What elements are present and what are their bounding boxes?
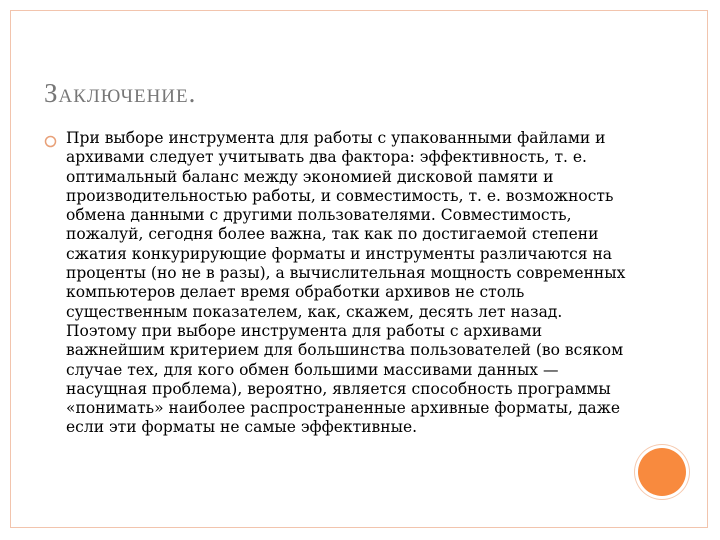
decorative-circle — [638, 448, 686, 496]
body-paragraph: При выборе инструмента для работы с упакованными файлами и архивами следует учитывать два фактора: эффективность, т. е. оптимальный баланс между экономией дисковой памяти и производительностью работы, и совместимость, т. е. возможность обмена данными с другими пользователями. Совместимость, пожалуй, сегодня более важна, так как по достигаемой степени сжатия конкурирующие форматы и инструменты различаются на проценты (но не в разы), а вычислительная мощность современных компьютеров делает время обработки архивов не столь существенным показателем, как, скажем, десять лет назад. Поэтому при выборе инструмента для работы с архивами важнейшим критерием для большинства пользователей (во всяком случае тех, для кого обмен большими массивами данных — насущная проблема), вероятно, является способность программы «понимать» наиболее распространенные архивные форматы, даже если эти форматы не самые эффективные. — [66, 129, 626, 437]
circle-outline-icon — [44, 135, 57, 148]
slide-title: Заключение. — [44, 78, 197, 108]
